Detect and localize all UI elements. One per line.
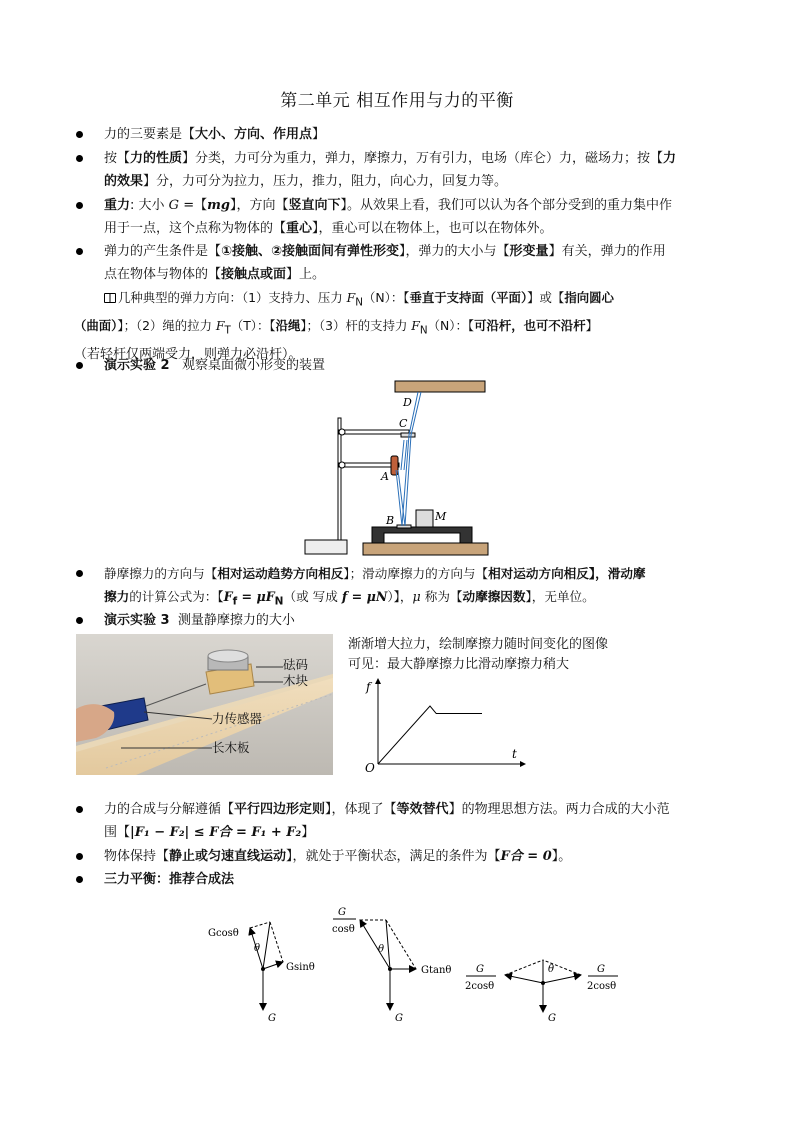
origin-label: O — [365, 761, 375, 774]
bullet-friction — [76, 562, 746, 614]
laser-a — [391, 456, 398, 475]
y-axis-arrow — [375, 678, 381, 684]
friction-experiment-photo — [76, 634, 333, 775]
bullet-three-force — [76, 868, 736, 891]
clamp — [339, 462, 345, 468]
text: 力的三要素是【 — [104, 127, 196, 142]
label-a: A — [381, 470, 389, 483]
graph-caption-2: 可见：最大静摩擦力比滑动摩擦力稍大 — [348, 657, 570, 672]
bullet-dot — [76, 155, 83, 162]
text: 称为【 — [420, 589, 463, 604]
answer-text: 大小、方向、作用点 — [195, 127, 313, 142]
symbol-F: F — [223, 589, 233, 604]
answer-text: ①接触、②接触面间有弹性形变 — [221, 244, 400, 259]
formula: μN — [366, 589, 388, 604]
subscript: T — [224, 324, 231, 337]
text: 的计算公式为：【 — [129, 589, 224, 604]
formula: F合 = 0 — [500, 849, 552, 864]
label-g: G — [548, 1013, 556, 1024]
bullet-experiment-3 — [76, 609, 736, 632]
label-g: G — [395, 1013, 403, 1024]
x-axis-label: t — [512, 747, 517, 761]
bullet-force-classification — [76, 147, 736, 193]
point — [261, 967, 265, 971]
friction-curve — [378, 706, 482, 764]
text: （T）：【 — [230, 318, 276, 334]
answer-text: 动摩擦因数 — [462, 589, 526, 604]
bullet-dot — [76, 570, 83, 577]
answer-text: 力 — [663, 151, 677, 166]
label-c: C — [399, 417, 408, 430]
section-heading: 三力平衡：推荐合成法 — [104, 872, 235, 887]
answer-text: 沿绳 — [275, 318, 301, 334]
label-num-left: G — [476, 964, 484, 975]
label-sensor: 力传感器 — [212, 711, 263, 726]
label-g: G — [268, 1013, 276, 1024]
label-weight: 砝码 — [283, 657, 309, 672]
point — [541, 981, 545, 985]
diagram-decomposition — [208, 922, 315, 1024]
answer-text: （曲面） — [74, 318, 118, 334]
text: 擦力 — [104, 589, 130, 604]
light-ray — [398, 392, 421, 526]
label-theta: θ — [378, 944, 385, 955]
three-force-diagrams — [200, 900, 630, 1030]
weight-top — [208, 650, 248, 662]
text: 观察桌面微小形变的装置 — [181, 358, 325, 373]
text: 】分，力可分为拉力，压力，推力，阻力，向心力，回复力等。 — [143, 174, 508, 189]
text: 点在物体与物体的【 — [104, 267, 222, 282]
tabletop — [363, 543, 488, 555]
bullet-gravity — [76, 194, 736, 240]
diagram-tan — [332, 907, 451, 1024]
answer-text: 平行四边形定则 — [234, 802, 326, 817]
g-cos-vector — [360, 920, 390, 969]
experiment-title: 演示实验 3 — [104, 613, 170, 628]
label-den-left: 2cosθ — [465, 981, 495, 992]
experiment-title: 演示实验 2 — [104, 358, 170, 373]
text: 用于一点，这个点称为物体的【 — [104, 221, 287, 236]
label-d: D — [403, 396, 412, 409]
text: 】；（2）绳的拉力 — [117, 318, 216, 334]
right-vector — [543, 975, 581, 983]
symbol-F: F — [215, 318, 225, 334]
label-m: M — [435, 510, 447, 523]
answer-text: 形变量 — [509, 244, 549, 259]
left-vector — [505, 975, 543, 983]
formula: μF — [256, 589, 275, 604]
text: = — [237, 589, 257, 604]
bullet-dot — [76, 248, 83, 255]
y-axis-label: f — [366, 680, 371, 694]
answer-text: 力的性质 — [130, 151, 183, 166]
text: 】。从效果上看，我们可以认为各个部分受到的重力集中作 — [340, 198, 672, 213]
text: 弹力的产生条件是【 — [104, 244, 222, 259]
text: 物体保持【 — [104, 849, 170, 864]
label-theta: θ — [254, 943, 261, 954]
text: 静摩擦力的方向与【 — [104, 566, 218, 581]
bullet-elastic-force — [76, 240, 736, 366]
text: 】，体现了【 — [325, 802, 397, 817]
symbol-mu: μ — [412, 589, 421, 604]
text: 】分类，力可分为重力，弹力，摩擦力，万有引力，电场（库仑）力，磁场力；按【 — [182, 151, 664, 166]
text: 】，就处于平衡状态，满足的条件为【 — [286, 849, 501, 864]
text: 】 — [585, 318, 598, 334]
text: 】；（3）杆的支持力 — [300, 318, 412, 334]
text: 】 — [301, 825, 315, 840]
text: 】。 — [551, 849, 572, 864]
text: 】有关，弹力的作用 — [548, 244, 666, 259]
answer-text: 垂直于支持面（平面） — [409, 290, 528, 305]
stand-arm-lower — [339, 463, 399, 467]
text: （N）：【 — [363, 290, 410, 305]
text: 几种典型的弹力方向：（1）支持力、压力 — [118, 290, 347, 305]
graph-caption-1: 渐渐增大拉力，绘制摩擦力随时间变化的图像 — [348, 637, 609, 652]
text: 】上。 — [286, 267, 326, 282]
bullet-dot — [76, 876, 83, 883]
text: : 大小 — [130, 198, 169, 213]
text: 按【 — [104, 151, 131, 166]
label-den: cosθ — [332, 924, 355, 935]
gsin-vector — [263, 962, 283, 969]
term-text: 重力 — [104, 198, 131, 213]
weight-m — [416, 510, 433, 527]
bullet-dot — [76, 131, 83, 138]
subscript: N — [274, 595, 284, 608]
text: 】的物理思想方法。两力合成的大小范 — [448, 802, 670, 817]
label-block: 木块 — [283, 673, 309, 688]
text: 测量静摩擦力的大小 — [177, 613, 295, 628]
stand-arm-upper — [339, 430, 409, 434]
friction-time-graph — [360, 676, 526, 774]
bullet-equilibrium — [76, 845, 736, 868]
text: 】，方向【 — [229, 198, 289, 213]
formula: |F₁ − F₂| ≤ F合 = F₁ + F₂ — [130, 825, 302, 840]
text: 】，弹力的大小与【 — [399, 244, 510, 259]
answer-text: mg — [207, 198, 230, 213]
text: =【 — [179, 198, 208, 213]
bullet-experiment-2 — [76, 354, 736, 377]
stand-pole — [338, 418, 341, 540]
label-gtan: Gtanθ — [421, 965, 452, 976]
label-gsin: Gsinθ — [286, 962, 315, 973]
desk-deformation-apparatus — [300, 376, 500, 558]
label-b: B — [386, 514, 395, 527]
answer-text: 等效替代 — [396, 802, 449, 817]
light-ray — [396, 392, 418, 526]
answer-text: 可沿杆，也可不沿杆 — [474, 318, 586, 334]
text: 】，滑动摩 — [588, 566, 646, 581]
symbol-G: G — [168, 198, 180, 213]
label-board: 长木板 — [212, 740, 250, 755]
book-icon — [104, 293, 116, 303]
light-rays — [396, 392, 421, 526]
point — [388, 967, 392, 971]
bullet-dot — [76, 853, 83, 860]
answer-text: 竖直向下 — [288, 198, 341, 213]
text: 力的合成与分解遵循【 — [104, 802, 235, 817]
light-ray — [401, 440, 404, 470]
text: （N）：【 — [427, 318, 475, 334]
answer-text: 接触点或面 — [221, 267, 287, 282]
label-theta: θ — [548, 964, 555, 975]
label-den-right: 2cosθ — [587, 981, 617, 992]
desk-gap — [384, 533, 460, 543]
symbol-F: F — [411, 318, 420, 334]
mirror-c — [401, 433, 415, 437]
answer-text: 重心 — [286, 221, 313, 236]
text: 】或【 — [527, 290, 565, 305]
text: （或 写成 — [283, 589, 342, 604]
bullet-dot — [76, 617, 83, 624]
text: （若轻杆仅两端受力，则弹力必沿杆）。 — [74, 346, 302, 362]
text: 】 — [312, 127, 326, 142]
resultant-line — [386, 920, 390, 969]
subscript: N — [355, 296, 363, 309]
dashed-line — [505, 960, 543, 975]
answer-text: 相对运动方向相反 — [488, 566, 589, 581]
mirror-b — [397, 525, 411, 528]
symbol-f: f — [341, 589, 348, 604]
dashed-line — [250, 922, 270, 928]
diagram-symmetric — [465, 960, 618, 1024]
bullet-dot — [76, 362, 83, 369]
subscript: f — [232, 595, 238, 608]
stand-base — [305, 540, 347, 554]
resultant-line — [263, 922, 270, 969]
subscript: N — [419, 324, 428, 337]
label-num-right: G — [597, 964, 605, 975]
answer-text: 静止或匀速直线运动 — [169, 849, 287, 864]
clamp — [339, 429, 345, 435]
symbol-F: F — [346, 290, 356, 305]
x-axis-arrow — [520, 761, 526, 767]
answer-text: 指向圆心 — [564, 290, 614, 305]
text: 】；滑动摩擦力的方向与【 — [343, 566, 489, 581]
page-title: 第二单元 相互作用与力的平衡 — [280, 91, 514, 111]
label-gcos: Gcosθ — [208, 928, 239, 939]
bullet-composition — [76, 798, 736, 844]
text: ）】， — [387, 589, 413, 604]
answer-text: 的效果 — [104, 174, 144, 189]
dashed-line — [270, 922, 283, 962]
label-num: G — [338, 907, 346, 918]
bullet-dot — [76, 806, 83, 813]
answer-text: 相对运动趋势方向相反 — [217, 566, 344, 581]
text: = — [347, 589, 367, 604]
text: 】，重心可以在物体上，也可以在物体外。 — [312, 221, 553, 236]
text: 围【 — [104, 825, 131, 840]
dashed-line — [386, 920, 416, 969]
upper-board — [395, 381, 485, 392]
bullet-three-elements — [76, 123, 736, 146]
text: 】，无单位。 — [525, 589, 595, 604]
bullet-dot — [76, 202, 83, 209]
